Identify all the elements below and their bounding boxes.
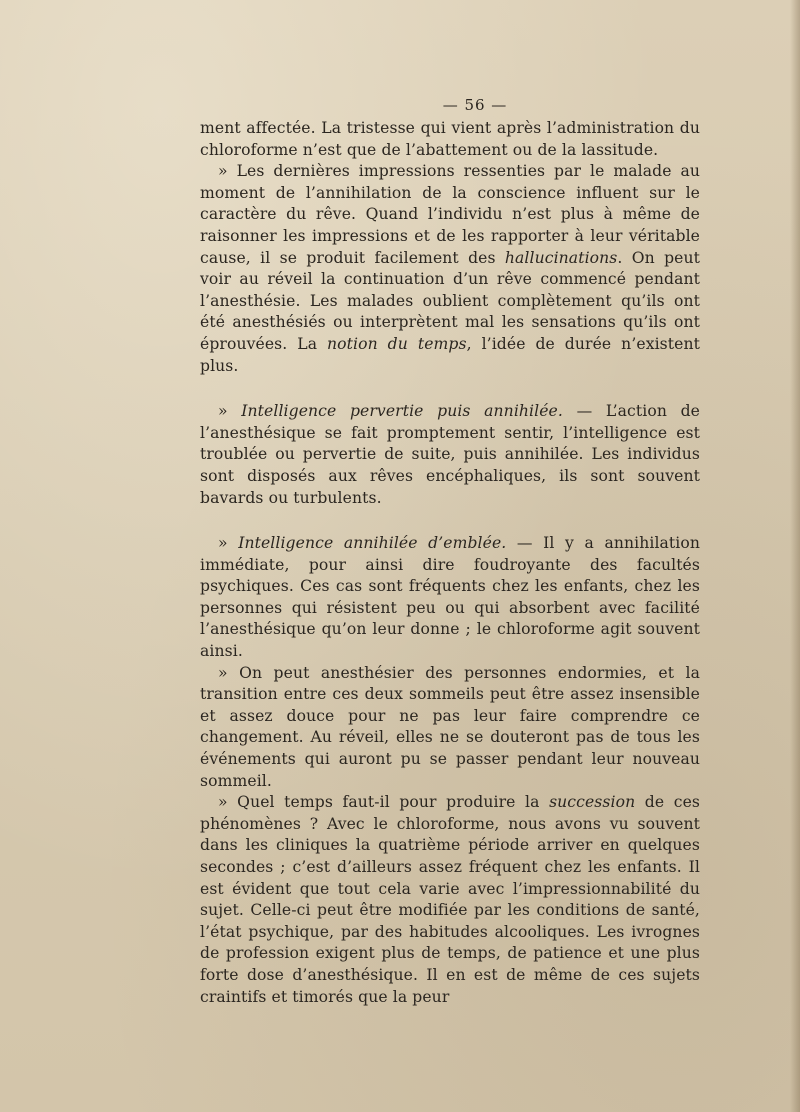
section-heading-annihilee: Intelligence annihilée d’emblée. <box>238 534 507 553</box>
text-segment: ment affectée. La tristesse qui vient après l’administration du chloroforme n’est que de l’abattement ou de la lassitude. <box>200 119 700 159</box>
paragraph-quel-temps <box>200 792 700 1008</box>
italic-term-notion-du-temps: notion du temps <box>327 334 467 353</box>
text-segment: — Il y a annihilation immédiate, pour ainsi dire foudroyante des facultés psychiques. Ces cas sont fréquents chez les enfants, chez les personnes qui résistent peu ou qui absorbent avec facilité l’anesthésique qu’on leur donne ; le chloroforme agit souvent ainsi. <box>200 534 701 661</box>
text-segment: de ces phénomènes ? Avec le chloroforme, nous avons vu souvent dans les cliniques la quatrième période arriver en quelques secondes ; c’est d’ailleurs assez fréquent chez les enfants. Il est évident que tout cela varie avec l’impressionnabilité du sujet. Celle-ci peut être modifiée par les conditions de santé, l’état psychique, par des habitudes alcooliques. Les ivrognes de profession exigent plus de temps, de patience et une plus forte dose d’anesthésique. Il en est de même de ces sujets craintifs et timorés que la peur <box>200 793 700 1006</box>
section-gap <box>200 509 700 533</box>
text-segment: — L’action de l’anesthésique se fait promptement sentir, l’intelligence est troublée ou pervertie de suite, puis annihilée. Les individus sont disposés aux rêves encéphaliques, ils sont souvent bavards ou turbulents. <box>200 402 700 507</box>
paragraph-continuation <box>200 118 700 161</box>
text-segment: » <box>218 402 242 421</box>
paragraph-last-impressions <box>200 161 700 377</box>
section-gap <box>200 377 700 401</box>
text-segment: . On peut voir au réveil la continuation d’un rêve commencé pendant l’anesthésie. Les malades oublient complètement qu’ils ont été anesthésiés ou interprètent mal les sensations qu’ils ont éprouvées. La <box>200 248 701 353</box>
section-heading-pervertie: Intelligence pervertie puis annihilée. <box>241 402 563 421</box>
document-page <box>200 92 700 1008</box>
italic-term-hallucinations: hallucinations <box>504 248 618 267</box>
italic-term-succession: succession <box>549 793 636 812</box>
paragraph-intelligence-annihilee <box>200 533 700 663</box>
paragraph-intelligence-pervertie <box>200 401 700 509</box>
page-number: — 56 — <box>442 96 508 114</box>
page-edge-shadow <box>790 0 800 1112</box>
text-segment: » <box>218 534 239 553</box>
text-segment: » Les dernières impressions ressenties par le malade au moment de l’annihilation de la conscience influent sur le caractère du rêve. Quand l’individu n’est plus à même de raisonner les impressions et de les rapporter à leur véritable cause, il se produit facilement des <box>200 162 700 267</box>
paragraph-personnes-endormies <box>200 663 700 793</box>
text-segment: » On peut anesthésier des personnes endormies, et la transition entre ces deux sommeils peut être assez insensible et assez douce pour ne pas leur faire comprendre ce changement. Au réveil, elles ne se douteront pas de tous les événements qui auront pu se passer pendant leur nouveau sommeil. <box>200 663 700 790</box>
text-segment: » Quel temps faut-il pour produire la <box>218 793 550 812</box>
text-segment: , l’idée de durée n’existent plus. <box>200 334 700 375</box>
